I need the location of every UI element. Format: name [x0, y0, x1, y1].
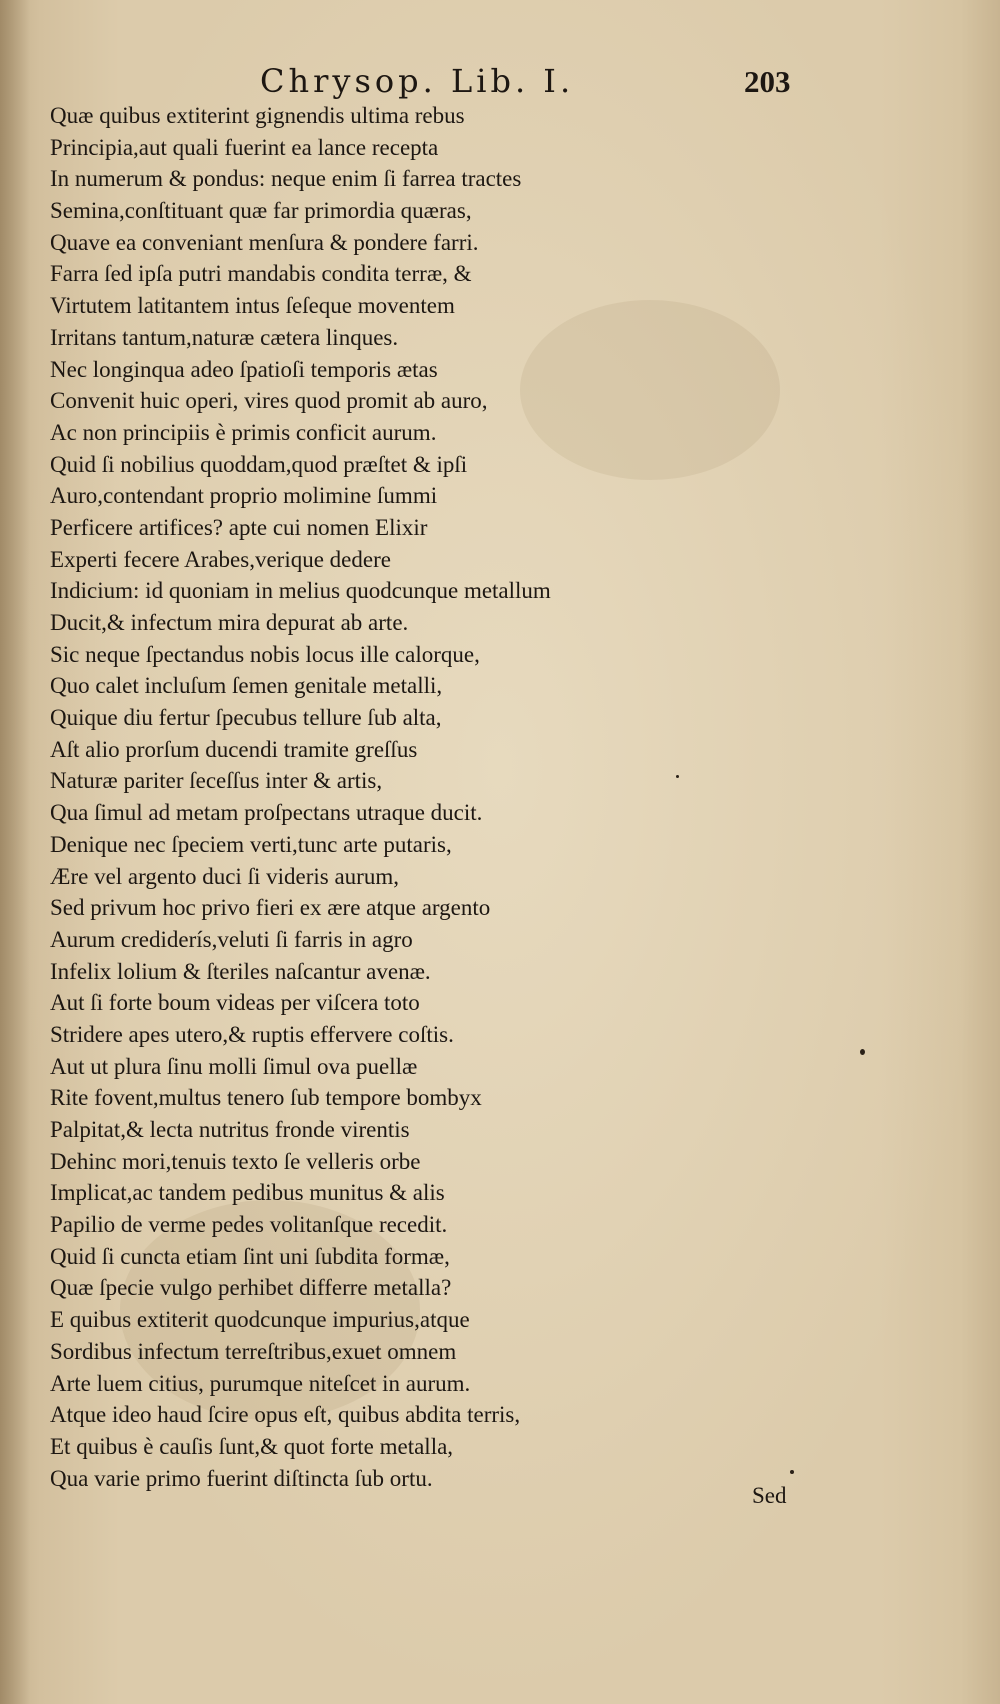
verse-line: Semina,conſtituant quæ far primordia quæras, — [50, 198, 472, 224]
verse-line: Ac non principiis è primis conficit aurum. — [50, 419, 437, 445]
verse-line: E quibus extiterit quodcunque impurius,atque — [50, 1307, 470, 1333]
verse-line: Ære vel argento duci ſi videris aurum, — [50, 863, 399, 889]
ink-speck — [676, 775, 679, 778]
verse-line: Palpitat,& lecta nutritus fronde virentis — [50, 1117, 410, 1142]
verse-line: Denique nec ſpeciem verti,tunc arte putaris, — [50, 831, 452, 857]
verse-line: Principia,aut quali fuerint ea lance recepta — [50, 134, 439, 160]
verse-line: Atque ideo haud ſcire opus eſt, quibus abdita terris, — [50, 1402, 521, 1428]
verse-line: Experti fecere Arabes,verique dedere — [50, 546, 391, 572]
verse-line: Quid ſi nobilius quoddam,quod præſtet & ipſi — [50, 451, 468, 477]
verse-line: Ducit,& infectum mira depurat ab arte. — [50, 610, 409, 635]
verse-line: Sordibus infectum terreſtribus,exuet omnem — [50, 1338, 457, 1364]
verse-line: Infelix lolium & ſteriles naſcantur avenæ. — [50, 958, 431, 984]
verse-line: Aſt alio prorſum ducendi tramite greſſus — [50, 736, 418, 762]
verse-line: Quæ ſpecie vulgo perhibet differre metalla? — [50, 1275, 452, 1301]
verse-line: Aut ſi forte boum videas per viſcera toto — [50, 990, 420, 1016]
verse-line: Irritans tantum,naturæ cætera linques. — [50, 324, 399, 350]
verse-line: Quo calet incluſum ſemen genitale metalli, — [50, 673, 443, 699]
ink-speck — [860, 1049, 865, 1055]
verse-line: Qua varie primo fuerint diſtincta ſub ortu. — [50, 1465, 433, 1491]
verse-line: Arte luem citius, purumque niteſcet in aurum. — [50, 1370, 471, 1396]
verse-line: Implicat,ac tandem pedibus munitus & alis — [50, 1180, 445, 1206]
running-head: Chrysop. Lib. I. — [260, 62, 575, 100]
catchword: Sed — [752, 1483, 787, 1508]
verse-line: Perficere artifices? apte cui nomen Elixir — [50, 514, 428, 540]
verse-line: Indicium: id quoniam in melius quodcunque metallum — [50, 578, 551, 604]
verse-line: Quæ quibus extiterint gignendis ultima rebus — [50, 103, 465, 128]
verse-line: Convenit huic operi, vires quod promit ab auro, — [50, 388, 488, 414]
verse-line: Nec longinqua adeo ſpatioſi temporis ætas — [50, 356, 438, 382]
page-number: 203 — [744, 64, 791, 99]
verse-line: In numerum & pondus: neque enim ſi farrea tractes — [50, 166, 522, 192]
verse-line: Quave ea conveniant menſura & pondere farri. — [50, 229, 479, 255]
verse-line: Rite fovent,multus tenero ſub tempore bombyx — [50, 1085, 482, 1111]
verse-line: Papilio de verme pedes volitanſque recedit. — [50, 1212, 448, 1238]
verse-line: Sed privum hoc privo fieri ex ære atque argento — [50, 895, 491, 921]
verse-line: Dehinc mori,tenuis texto ſe velleris orbe — [50, 1148, 421, 1174]
verse-line: Quid ſi cuncta etiam ſint uni ſubdita formæ, — [50, 1243, 450, 1269]
spine-shadow — [0, 0, 30, 1704]
verse-line: Qua ſimul ad metam proſpectans utraque ducit. — [50, 800, 483, 826]
verse-line: Naturæ pariter ſeceſſus inter & artis, — [50, 768, 383, 794]
verse-line: Sic neque ſpectandus nobis locus ille calorque, — [50, 641, 480, 667]
ink-speck — [790, 1470, 794, 1474]
verse-line: Aurum crediderís,veluti ſi farris in agro — [50, 926, 413, 952]
verse-line: Aut ut plura ſinu molli ſimul ova puellæ — [50, 1053, 418, 1079]
verse-text — [50, 100, 950, 1494]
verse-line: Stridere apes utero,& ruptis effervere coſtis. — [50, 1021, 454, 1047]
verse-line: Virtutem latitantem intus ſeſeque moventem — [50, 293, 455, 319]
verse-line: Quique diu fertur ſpecubus tellure ſub alta, — [50, 705, 442, 731]
verse-line: Et quibus è cauſis ſunt,& quot forte metalla, — [50, 1433, 454, 1459]
verse-line: Auro,contendant proprio molimine ſummi — [50, 483, 438, 509]
verse-line: Farra ſed ipſa putri mandabis condita terræ, & — [50, 261, 472, 287]
